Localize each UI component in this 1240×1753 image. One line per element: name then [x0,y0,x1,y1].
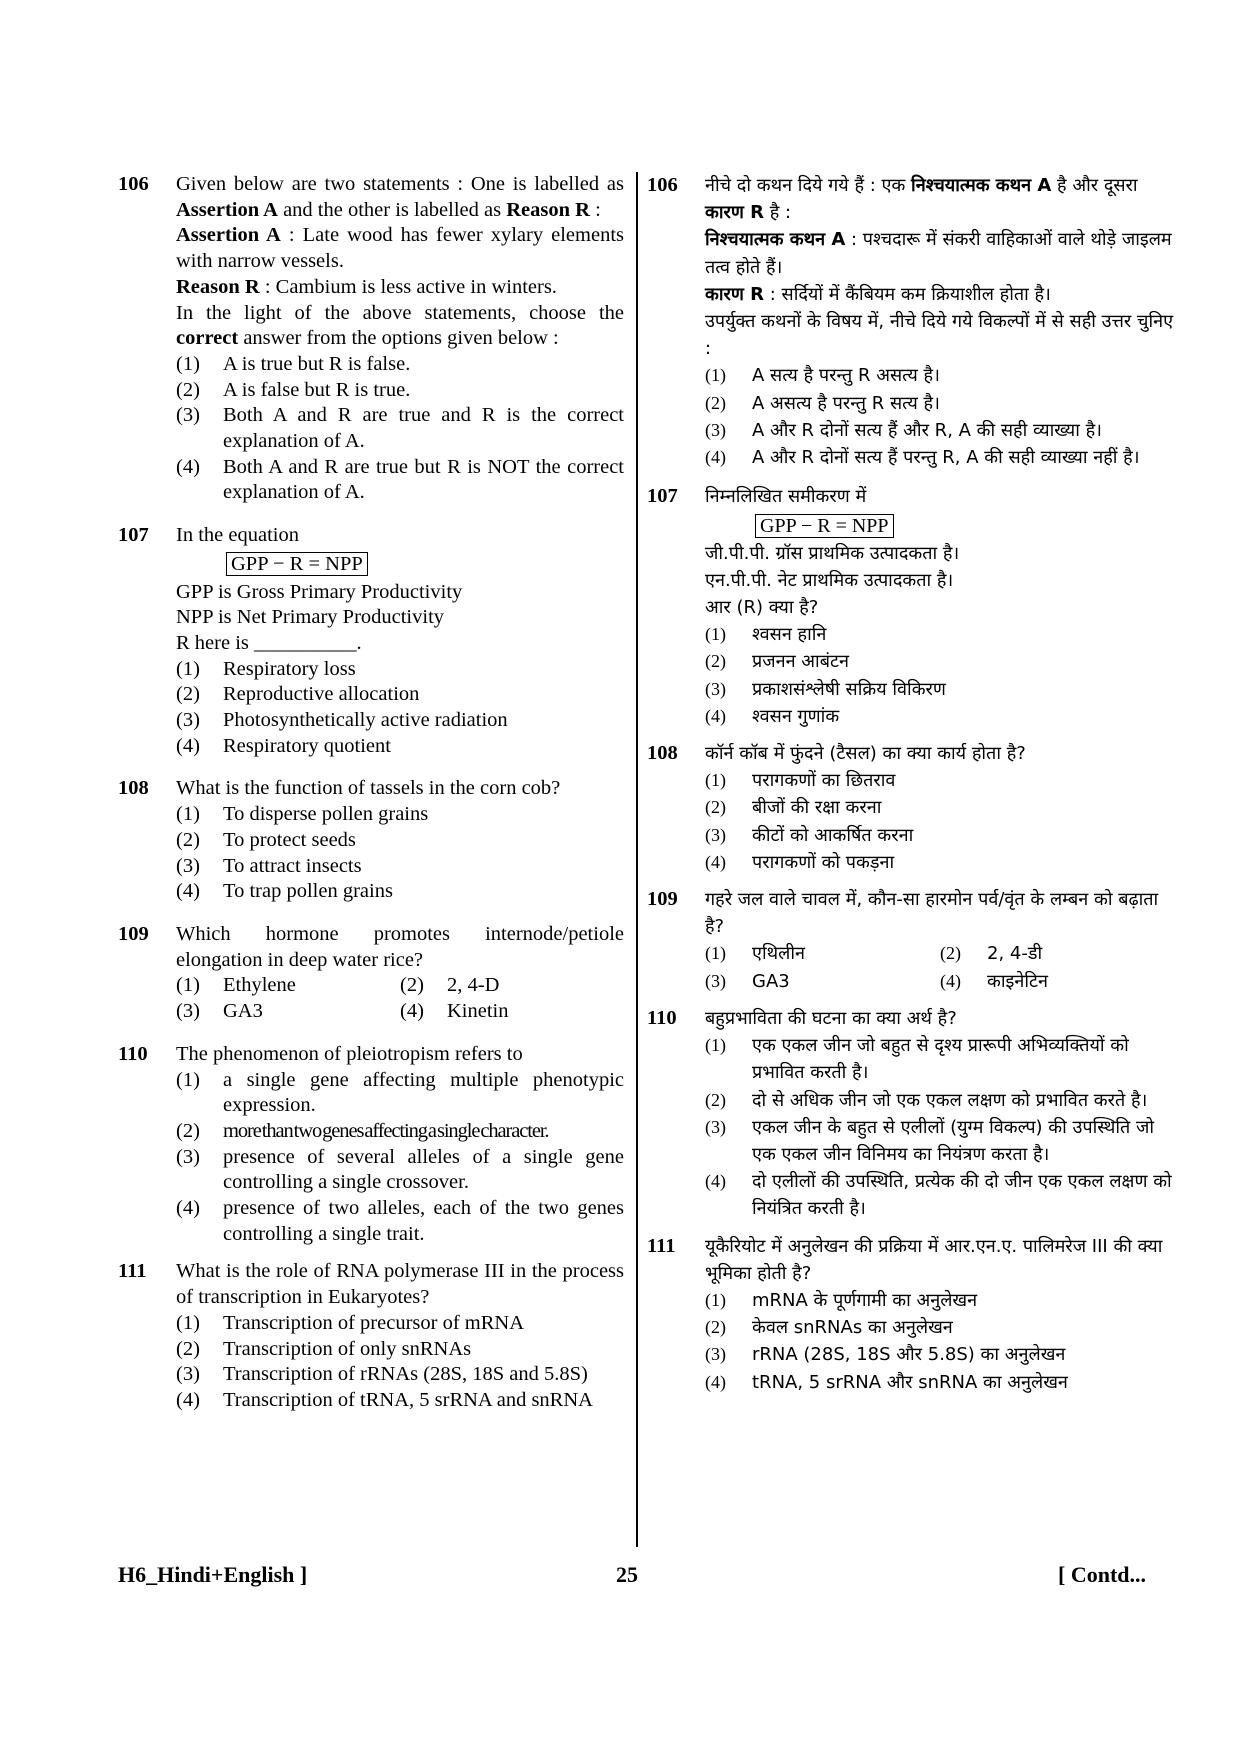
option-1[interactable]: (1) एथिलीन [705,943,805,965]
column-divider [636,172,638,1547]
definition-gpp: GPP is Gross Primary Productivity [176,580,463,603]
option-1[interactable]: (1) Ethylene [176,974,296,997]
question-text: Given below are two statements : One is labelled as Assertion A and the other is labelled as Reason R : [176,173,624,221]
option-4[interactable]: (4) परागकणों को पकड़ना [705,851,895,873]
question-number: 107 [118,524,149,547]
option-3[interactable]: (3) To attract insects [176,854,362,877]
question-108-en [118,776,624,905]
question-109-en [118,922,624,1025]
question-107-en [118,523,624,759]
question-text: What is the role of RNA polymerase III in the process of transcription in Eukaryotes? [176,1260,624,1309]
question-number: 106 [118,173,149,195]
assertion-statement: Assertion A : Late wood has fewer xylary elements with narrow vessels. [176,224,624,273]
option-3[interactable]: (3) प्रकाशसंश्लेषी सक्रिय विकिरण [705,678,946,700]
blank-prompt: R here is __________. [176,631,362,654]
instruction: उपर्युक्त कथनों के विषय में, नीचे दिये गये विकल्पों में से सही उत्तर चुनिए : [705,311,1174,360]
option-1[interactable]: (1) A सत्य है परन्तु R असत्य है। [705,365,940,387]
assertion-statement: निश्चयात्मक कथन A : पश्चदारू में संकरी वाहिकाओं वाले थोड़े जाइलम तत्व होते हैं। [705,229,1172,278]
option-2[interactable]: (2) बीजों की रक्षा करना [705,797,882,819]
question-text: Which hormone promotes internode/petiole elongation in deep water rice? [176,922,624,971]
option-4[interactable]: (4) Respiratory quotient [176,734,391,757]
option-4[interactable]: (4) काइनेटिन [940,970,1049,992]
option-2[interactable]: (2) Transcription of only snRNAs [176,1337,472,1360]
option-3[interactable]: (3) rRNA (28S, 18S और 5.8S) का अनुलेखन [705,1344,1066,1366]
question-text: निम्नलिखित समीकरण में [705,486,867,508]
option-3[interactable]: (3) कीटों को आकर्षित करना [705,824,914,846]
definition-npp: NPP is Net Primary Productivity [176,606,445,629]
option-4[interactable]: (4) श्वसन गुणांक [705,705,840,727]
reason-statement: Reason R : Cambium is less active in winters. [176,275,557,298]
question-text: बहुप्रभाविता की घटना का क्या अर्थ है? [705,1007,957,1029]
option-3[interactable]: (3) Transcription of rRNAs (28S, 18S and 5.8S) [176,1363,588,1386]
paper-code: H6_Hindi+English ] [118,1562,308,1587]
question-text: In the equation [176,524,299,547]
question-number: 107 [647,485,678,508]
option-3[interactable]: (3) Both A and R are true and R is the correct explanation of A. [176,404,624,453]
question-text: यूकैरियोट में अनुलेखन की प्रक्रिया में आर.एन.ए. पालिमरेज III की क्या भूमिका होती है? [705,1235,1163,1284]
option-4[interactable]: (4) Transcription of tRNA, 5 srRNA and snRNA [176,1388,593,1411]
option-1[interactable]: (1) mRNA के पूर्णगामी का अनुलेखन [705,1289,978,1311]
option-4[interactable]: (4) Kinetin [400,1000,509,1023]
option-4[interactable]: (4) Both A and R are true but R is NOT the correct explanation of A. [176,455,624,504]
option-1[interactable]: (1) To disperse pollen grains [176,803,429,826]
option-3[interactable]: (3) A और R दोनों सत्य हैं और R, A की सही व्याख्या है। [705,419,1102,441]
question-111-hi [647,1233,1175,1396]
option-1[interactable]: (1) परागकणों का छितराव [705,770,896,792]
option-2[interactable]: (2) Reproductive allocation [176,683,420,706]
option-2[interactable]: (2) 2, 4-D [400,974,500,997]
question-number: 110 [647,1006,677,1029]
equation-box: GPP − R = NPP [226,552,368,576]
option-4[interactable]: (4) To trap pollen grains [176,880,393,903]
hindi-column [647,172,1175,1396]
option-2[interactable]: (2) A असत्य है परन्तु R सत्य है। [705,392,940,414]
question-prompt: आर (R) क्या है? [705,597,819,619]
question-text: कॉर्न कॉब में फुंदने (टैसल) का क्या कार्य होता है? [705,743,1026,765]
question-106-hi [647,172,1175,471]
question-109-hi [647,886,1175,995]
question-110-hi [647,1005,1175,1223]
option-1[interactable]: (1) a single gene affecting multiple phenotypic expression. [176,1068,624,1117]
question-number: 109 [647,888,678,911]
question-111-en [118,1259,624,1413]
question-number: 110 [118,1042,148,1065]
question-106-en [118,172,624,506]
option-1[interactable]: (1) Transcription of precursor of mRNA [176,1311,525,1334]
option-4[interactable]: (4) tRNA, 5 srRNA और snRNA का अनुलेखन [705,1371,1068,1393]
question-text: What is the function of tassels in the corn cob? [176,777,561,800]
question-number: 111 [118,1260,147,1283]
option-2[interactable]: (2) A is false but R is true. [176,378,411,401]
equation-box: GPP − R = NPP [755,514,894,538]
question-number: 108 [118,777,149,800]
option-2[interactable]: (2) To protect seeds [176,828,356,851]
question-number: 109 [118,922,149,945]
option-1[interactable]: (1) श्वसन हानि [705,624,827,646]
option-4[interactable]: (4) A और R दोनों सत्य हैं परन्तु R, A की सही व्याख्या नहीं है। [705,447,1140,469]
question-108-hi [647,740,1175,876]
option-2[interactable]: (2) more than two genes affecting a single character. [176,1119,549,1142]
question-text: नीचे दो कथन दिये गये हैं : एक निश्चयात्मक कथन A है और दूसरा कारण R है : [705,175,1138,224]
question-text: The phenomenon of pleiotropism refers to [176,1042,523,1065]
definition-npp: एन.पी.पी. नेट प्राथमिक उत्पादकता है। [705,569,954,591]
reason-statement: कारण R : सर्दियों में कैंबियम कम क्रियाशील होता है। [705,283,1051,305]
question-110-en [118,1042,624,1248]
definition-gpp: जी.पी.पी. ग्रॉस प्राथमिक उत्पादकता है। [705,542,960,564]
option-4[interactable]: (4) दो एलीलों की उपस्थिति, प्रत्येक की दो जीन एक एकल लक्षण को नियंत्रित करती है। [705,1171,1172,1220]
option-2[interactable]: (2) दो से अधिक जीन जो एक एकल लक्षण को प्रभावित करते है। [705,1089,1148,1111]
question-number: 106 [647,174,678,196]
english-column [118,172,624,1414]
option-4[interactable]: (4) presence of two alleles, each of the two genes controlling a single trait. [176,1197,624,1245]
page-number: 25 [616,1562,638,1587]
option-1[interactable]: (1) A is true but R is false. [176,352,411,375]
option-2[interactable]: (2) केवल snRNAs का अनुलेखन [705,1317,953,1339]
question-number: 108 [647,742,678,765]
option-3[interactable]: (3) presence of several alleles of a single gene controlling a single crossover. [176,1145,624,1194]
instruction: In the light of the above statements, choose the correct answer from the options given below : [176,301,624,350]
option-2[interactable]: (2) 2, 4-डी [940,943,1043,965]
option-2[interactable]: (2) प्रजनन आबंटन [705,651,850,673]
question-text: गहरे जल वाले चावल में, कौन-सा हारमोन पर्व/वृंत के लम्बन को बढ़ाता है? [705,889,1159,938]
option-3[interactable]: (3) GA3 [176,1000,263,1023]
option-1[interactable]: (1) Respiratory loss [176,657,356,680]
question-number: 111 [647,1234,676,1257]
option-3[interactable]: (3) GA3 [705,970,790,992]
option-3[interactable]: (3) Photosynthetically active radiation [176,709,508,732]
continued-label: [ Contd... [1058,1562,1147,1587]
question-107-hi [647,483,1175,730]
option-3[interactable]: (3) एकल जीन के बहुत से एलीलों (युग्म विकल्प) की उपस्थिति जो एक एकल जीन विनिमय का नियंत्रण करता है। [705,1116,1155,1165]
option-1[interactable]: (1) एक एकल जीन जो बहुत से दृश्य प्रारूपी अभिव्यक्तियों को प्रभावित करती है। [705,1035,1129,1084]
